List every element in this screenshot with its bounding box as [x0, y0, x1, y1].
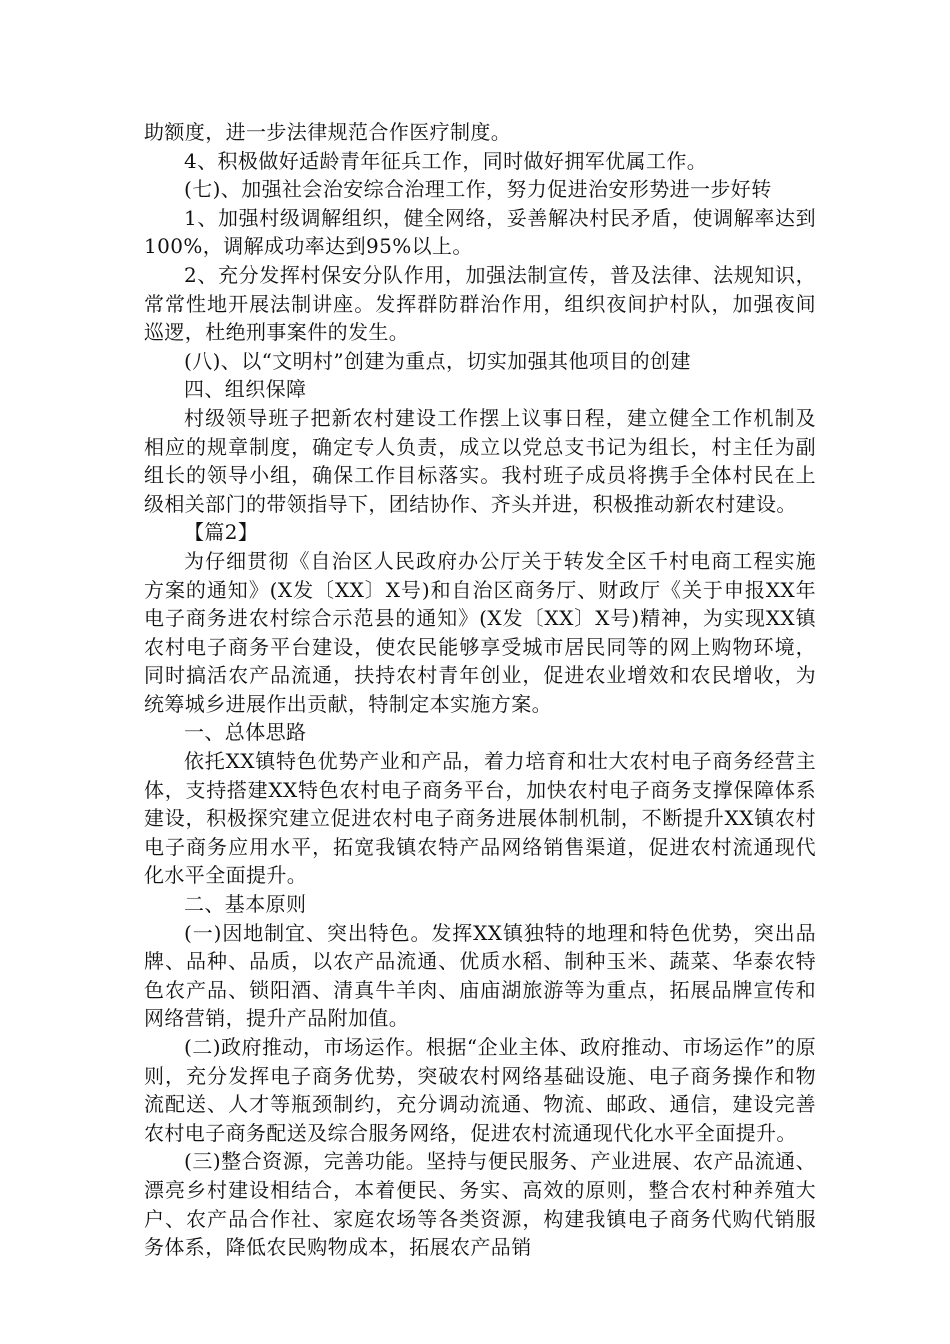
paragraph: 为仔细贯彻《自治区人民政府办公厅关于转发全区千村电商工程实施方案的通知》(X发〔XX〕X号)和自治区商务厅、财政厅《关于申报XX年电子商务进农村综合示范县的通知》(X发〔XX〕X号)精神，为实现XX镇农村电子商务平台建设，使农民能够享受城市居民同等的网上购物环境，同时搞活农产品流通，扶持农村青年创业，促进农业增效和农民增收，为统筹城乡进展作出贡献，特制定本实施方案。: [144, 548, 816, 716]
part-heading: 【篇2】: [184, 520, 259, 545]
section-heading: 二、基本原则: [184, 892, 307, 917]
paragraph: (二)政府推动，市场运作。根据“企业主体、政府推动、市场运作”的原则，充分发挥电子商务优势，突破农村网络基础设施、电子商务操作和物流配送、人才等瓶颈制约，充分调动流通、物流、邮政、通信，建设完善农村电子商务配送及综合服务网络，促进农村流通现代化水平全面提升。: [144, 1035, 816, 1145]
paragraph: 1、加强村级调解组织，健全网络，妥善解决村民矛盾，使调解率达到100%，调解成功率达到95%以上。: [144, 205, 816, 259]
paragraph: (三)整合资源，完善功能。坚持与便民服务、产业进展、农产品流通、漂亮乡村建设相结合，本着便民、务实、高效的原则，整合农村种养殖大户、农产品合作社、家庭农场等各类资源，构建我镇电子商务代购代销服务体系，降低农民购物成本，拓展农产品销: [144, 1149, 816, 1260]
paragraph: 助额度，进一步法律规范合作医疗制度。: [144, 120, 512, 144]
section-heading: (七)、加强社会治安综合治理工作，努力促进治安形势进一步好转: [184, 177, 772, 202]
paragraph: 4、积极做好适龄青年征兵工作，同时做好拥军优属工作。: [184, 148, 708, 173]
paragraph: 依托XX镇特色优势产业和产品，着力培育和壮大农村电子商务经营主体，支持搭建XX特色农村电子商务平台，加快农村电子商务支撑保障体系建设，积极探究建立促进农村电子商务进展体制机制，不断提升XX镇农村电子商务应用水平，拓宽我镇农特产品网络销售渠道，促进农村流通现代化水平全面提升。: [144, 749, 816, 888]
paragraph: (一)因地制宜、突出特色。发挥XX镇独特的地理和特色优势，突出品牌、品种、品质，以农产品流通、优质水稻、制种玉米、蔬菜、华泰农特色农产品、锁阳酒、清真牛羊肉、庙庙湖旅游等为重点，拓展品牌宣传和网络营销，提升产品附加值。: [144, 920, 816, 1031]
section-heading: 一、总体思路: [184, 720, 307, 745]
document-body: [144, 118, 816, 1262]
section-heading: 四、组织保障: [184, 377, 307, 402]
paragraph: 2、充分发挥村保安分队作用，加强法制宣传，普及法律、法规知识，常常性地开展法制讲座。发挥群防群治作用，组织夜间护村队，加强夜间巡逻，杜绝刑事案件的发生。: [144, 262, 816, 345]
section-heading: (八)、以“文明村”创建为重点，切实加强其他项目的创建: [184, 348, 691, 373]
paragraph: 村级领导班子把新农村建设工作摆上议事日程，建立健全工作机制及相应的规章制度，确定专人负责，成立以党总支书记为组长，村主任为副组长的领导小组，确保工作目标落实。我村班子成员将携手全体村民在上级相关部门的带领指导下，团结协作、齐头并进，积极推动新农村建设。: [144, 405, 816, 516]
